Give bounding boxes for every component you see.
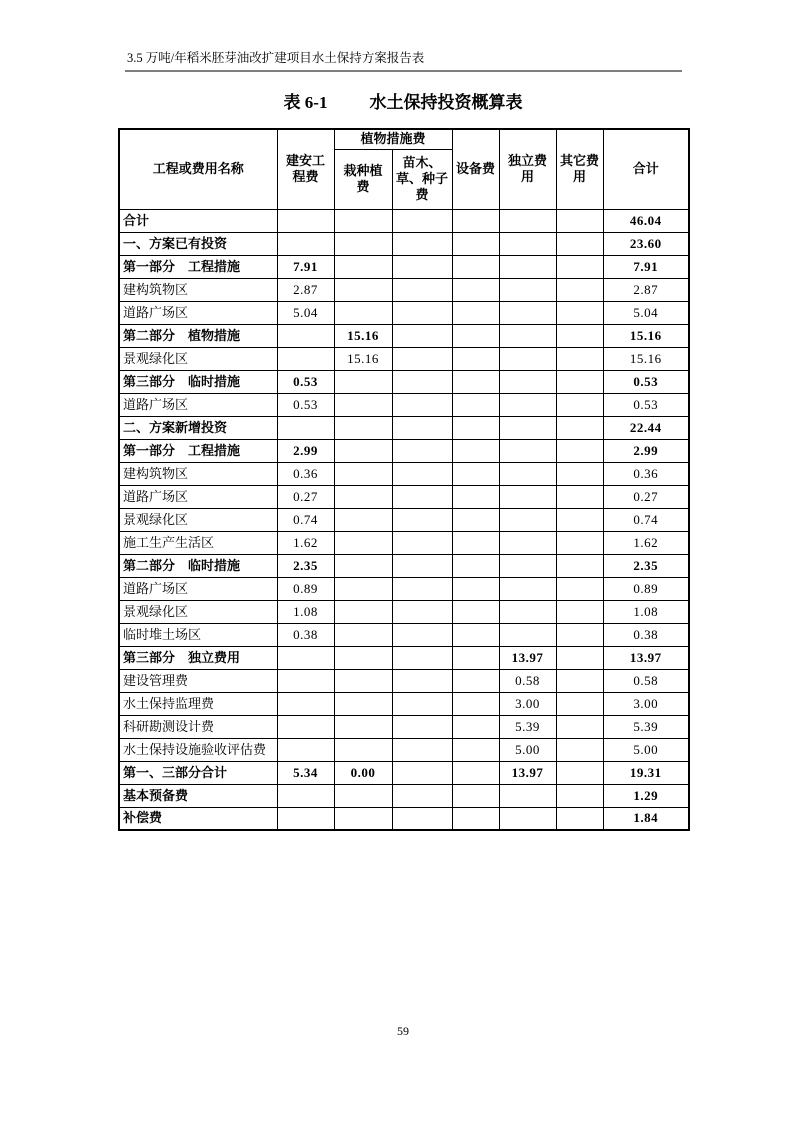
value-cell [334,738,392,761]
value-cell [452,324,499,347]
value-cell [452,600,499,623]
value-cell [334,669,392,692]
table-row [119,577,689,600]
table-row [119,301,689,324]
col-header-planting-fee: 栽种植费 [334,149,392,209]
value-cell: 1.84 [603,807,689,830]
value-cell [556,462,603,485]
value-cell: 0.00 [334,761,392,784]
value-cell [452,462,499,485]
value-cell: 0.53 [603,393,689,416]
value-cell [556,209,603,232]
value-cell [556,554,603,577]
value-cell: 1.08 [277,600,334,623]
value-cell [392,554,452,577]
row-label-cell: 道路广场区 [119,577,277,600]
value-cell: 2.87 [277,278,334,301]
value-cell [392,577,452,600]
value-cell [392,278,452,301]
value-cell [499,209,556,232]
row-label-cell: 二、方案新增投资 [119,416,277,439]
value-cell [452,416,499,439]
value-cell [277,807,334,830]
value-cell [334,692,392,715]
value-cell [392,738,452,761]
value-cell [334,209,392,232]
row-label-cell: 第一、三部分合计 [119,761,277,784]
value-cell: 2.35 [603,554,689,577]
value-cell [452,370,499,393]
value-cell [334,646,392,669]
table-row [119,416,689,439]
value-cell [556,738,603,761]
row-label-cell: 第三部分 独立费用 [119,646,277,669]
value-cell [452,439,499,462]
row-label-cell: 第一部分 工程措施 [119,439,277,462]
value-cell [499,416,556,439]
value-cell: 15.16 [334,324,392,347]
value-cell: 2.87 [603,278,689,301]
value-cell [334,393,392,416]
value-cell [392,439,452,462]
value-cell: 19.31 [603,761,689,784]
col-header-total: 合计 [603,129,689,209]
value-cell: 1.62 [603,531,689,554]
value-cell [499,370,556,393]
table-row [119,807,689,830]
value-cell [556,324,603,347]
value-cell: 2.99 [277,439,334,462]
value-cell: 0.27 [277,485,334,508]
value-cell [392,462,452,485]
table-caption-label: 表 6-1 [283,93,328,112]
value-cell [334,531,392,554]
table-body [119,209,689,830]
table-row [119,531,689,554]
value-cell [334,232,392,255]
value-cell: 13.97 [499,761,556,784]
value-cell [452,347,499,370]
value-cell [556,278,603,301]
value-cell: 2.35 [277,554,334,577]
row-label-cell: 科研勘测设计费 [119,715,277,738]
row-label-cell: 合计 [119,209,277,232]
col-header-equipment-fee: 设备费 [452,129,499,209]
row-label-cell: 施工生产生活区 [119,531,277,554]
value-cell: 0.36 [603,462,689,485]
row-label-cell: 第二部分 植物措施 [119,324,277,347]
table-row [119,485,689,508]
value-cell [452,669,499,692]
value-cell [556,807,603,830]
value-cell [499,623,556,646]
row-label-cell: 第二部分 临时措施 [119,554,277,577]
value-cell [452,646,499,669]
value-cell: 46.04 [603,209,689,232]
value-cell [556,347,603,370]
value-cell [499,807,556,830]
value-cell [452,577,499,600]
table-row [119,278,689,301]
value-cell [556,784,603,807]
value-cell [334,462,392,485]
value-cell [392,232,452,255]
value-cell: 22.44 [603,416,689,439]
value-cell [277,784,334,807]
value-cell [392,393,452,416]
table-row [119,347,689,370]
value-cell [556,531,603,554]
value-cell [499,393,556,416]
value-cell [452,209,499,232]
value-cell [556,439,603,462]
value-cell [392,508,452,531]
value-cell [556,761,603,784]
value-cell [556,232,603,255]
value-cell: 15.16 [603,347,689,370]
row-label-cell: 第三部分 临时措施 [119,370,277,393]
value-cell [556,370,603,393]
value-cell [499,462,556,485]
value-cell: 15.16 [603,324,689,347]
row-label-cell: 第一部分 工程措施 [119,255,277,278]
table-row [119,669,689,692]
value-cell [277,738,334,761]
value-cell: 5.00 [603,738,689,761]
table-caption-title: 水土保持投资概算表 [369,93,523,112]
value-cell: 3.00 [603,692,689,715]
col-header-independent-fee: 独立费用 [499,129,556,209]
table-row [119,439,689,462]
row-label-cell: 景观绿化区 [119,600,277,623]
row-label-cell: 景观绿化区 [119,508,277,531]
value-cell [392,255,452,278]
row-label-cell: 景观绿化区 [119,347,277,370]
value-cell [556,577,603,600]
value-cell [556,646,603,669]
value-cell: 0.58 [603,669,689,692]
value-cell [452,761,499,784]
table-row [119,600,689,623]
table-row [119,232,689,255]
value-cell [334,807,392,830]
value-cell [556,623,603,646]
value-cell: 13.97 [603,646,689,669]
value-cell [392,600,452,623]
value-cell [556,255,603,278]
value-cell [277,669,334,692]
value-cell: 1.62 [277,531,334,554]
value-cell [334,416,392,439]
value-cell: 5.04 [277,301,334,324]
value-cell [499,278,556,301]
value-cell: 1.08 [603,600,689,623]
value-cell: 23.60 [603,232,689,255]
value-cell [452,393,499,416]
table-row [119,738,689,761]
value-cell [452,715,499,738]
value-cell [334,600,392,623]
table-row [119,508,689,531]
table-row [119,646,689,669]
value-cell [392,531,452,554]
value-cell [452,531,499,554]
value-cell [452,301,499,324]
value-cell [452,807,499,830]
value-cell: 5.39 [499,715,556,738]
value-cell: 5.34 [277,761,334,784]
table-row [119,623,689,646]
value-cell: 0.53 [603,370,689,393]
value-cell: 15.16 [334,347,392,370]
value-cell [334,623,392,646]
value-cell [556,692,603,715]
value-cell [277,232,334,255]
value-cell [452,255,499,278]
value-cell [452,554,499,577]
value-cell [392,646,452,669]
value-cell [277,209,334,232]
value-cell: 0.27 [603,485,689,508]
value-cell [452,232,499,255]
value-cell [392,623,452,646]
row-label-cell: 水土保持监理费 [119,692,277,715]
value-cell [334,370,392,393]
row-label-cell: 道路广场区 [119,301,277,324]
running-header: 3.5 万吨/年稻米胚芽油改扩建项目水土保持方案报告表 [127,51,425,65]
table-row [119,784,689,807]
value-cell [277,715,334,738]
value-cell [556,485,603,508]
value-cell [499,439,556,462]
value-cell [499,531,556,554]
value-cell [392,370,452,393]
value-cell: 0.89 [603,577,689,600]
row-label-cell: 基本预备费 [119,784,277,807]
col-header-other-fee: 其它费用 [556,129,603,209]
value-cell [392,324,452,347]
value-cell [277,416,334,439]
row-label-cell: 临时堆土场区 [119,623,277,646]
value-cell [452,508,499,531]
table-row [119,692,689,715]
value-cell: 2.99 [603,439,689,462]
value-cell [452,692,499,715]
value-cell [556,669,603,692]
value-cell: 0.89 [277,577,334,600]
value-cell: 0.38 [277,623,334,646]
table-row [119,715,689,738]
value-cell: 5.04 [603,301,689,324]
row-label-cell: 建构筑物区 [119,278,277,301]
value-cell [334,508,392,531]
value-cell [392,669,452,692]
value-cell: 7.91 [277,255,334,278]
row-label-cell: 建构筑物区 [119,462,277,485]
col-header-plant-measures-group: 植物措施费 [334,129,452,149]
value-cell [556,301,603,324]
value-cell [334,255,392,278]
value-cell [277,646,334,669]
row-label-cell: 道路广场区 [119,485,277,508]
value-cell: 5.39 [603,715,689,738]
investment-estimate-table [118,128,690,831]
value-cell: 0.38 [603,623,689,646]
value-cell [334,554,392,577]
value-cell [499,301,556,324]
value-cell [499,784,556,807]
value-cell [392,347,452,370]
row-label-cell: 道路广场区 [119,393,277,416]
table-row [119,324,689,347]
value-cell [556,393,603,416]
value-cell: 5.00 [499,738,556,761]
value-cell [499,508,556,531]
value-cell: 0.53 [277,393,334,416]
value-cell [499,232,556,255]
value-cell [392,761,452,784]
value-cell [277,324,334,347]
value-cell [556,715,603,738]
value-cell [452,784,499,807]
value-cell: 3.00 [499,692,556,715]
table-row [119,554,689,577]
value-cell: 13.97 [499,646,556,669]
col-header-construction-fee: 建安工程费 [277,129,334,209]
value-cell [499,347,556,370]
value-cell: 1.29 [603,784,689,807]
page-number: 59 [397,1024,409,1038]
value-cell: 0.36 [277,462,334,485]
value-cell [392,301,452,324]
value-cell: 0.58 [499,669,556,692]
value-cell [334,301,392,324]
value-cell [392,784,452,807]
value-cell [334,278,392,301]
table-row [119,370,689,393]
value-cell [499,554,556,577]
value-cell [334,439,392,462]
col-header-name: 工程或费用名称 [119,129,277,209]
value-cell [334,485,392,508]
row-label-cell: 一、方案已有投资 [119,232,277,255]
value-cell [334,577,392,600]
row-label-cell: 补偿费 [119,807,277,830]
col-header-seedling-fee: 苗木、草、种子费 [392,149,452,209]
header-rule-divider [125,70,682,72]
value-cell [556,600,603,623]
value-cell [334,784,392,807]
value-cell [499,600,556,623]
value-cell [452,278,499,301]
value-cell [334,715,392,738]
row-label-cell: 水土保持设施验收评估费 [119,738,277,761]
value-cell: 0.74 [277,508,334,531]
value-cell [499,577,556,600]
value-cell [499,485,556,508]
table-row [119,462,689,485]
value-cell [392,692,452,715]
value-cell: 0.74 [603,508,689,531]
value-cell [452,485,499,508]
row-label-cell: 建设管理费 [119,669,277,692]
table-row [119,761,689,784]
table-caption [118,88,688,113]
value-cell [392,485,452,508]
value-cell: 7.91 [603,255,689,278]
value-cell [499,255,556,278]
value-cell [392,209,452,232]
value-cell [392,715,452,738]
value-cell [392,416,452,439]
value-cell [277,692,334,715]
value-cell [556,508,603,531]
value-cell [392,807,452,830]
value-cell [556,416,603,439]
value-cell [452,623,499,646]
value-cell [452,738,499,761]
table-row [119,209,689,232]
value-cell: 0.53 [277,370,334,393]
value-cell [499,324,556,347]
table-row [119,255,689,278]
value-cell [277,347,334,370]
table-row [119,393,689,416]
